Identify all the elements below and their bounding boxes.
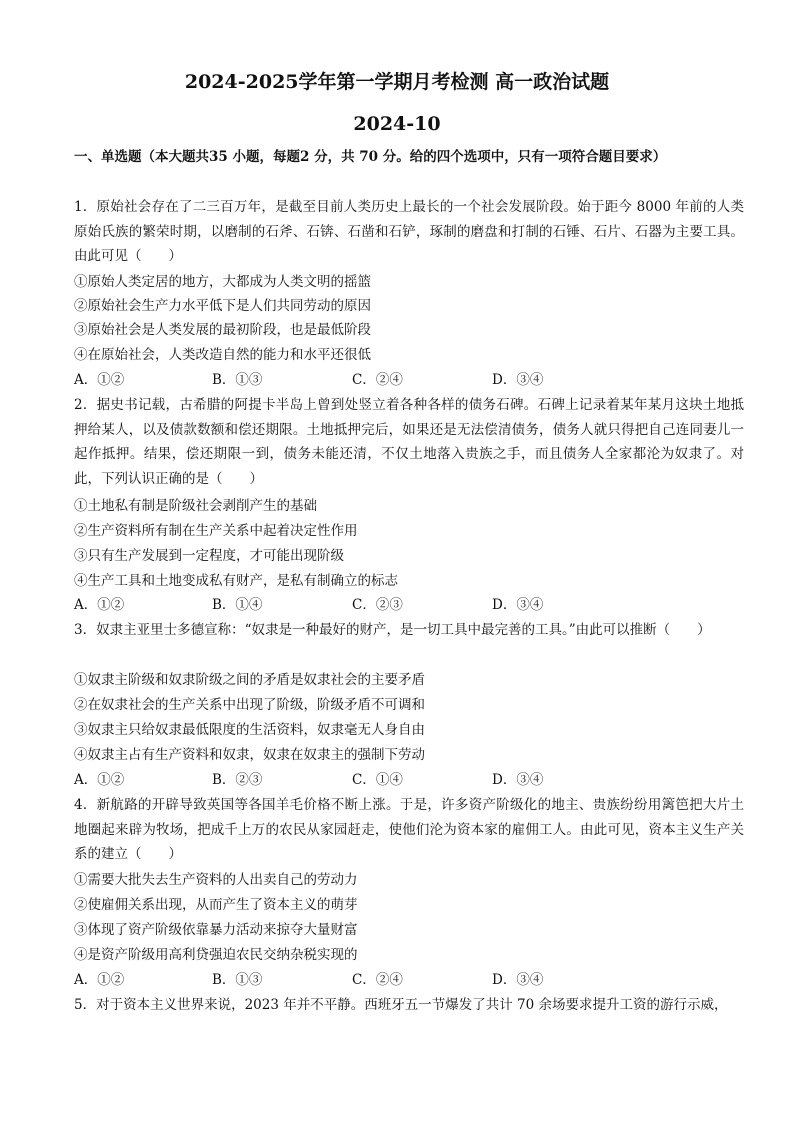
question-4-option-b: B．①③ (212, 972, 263, 988)
question-4-statement-4: ④是资产阶级用高利贷强迫农民交纳杂税实现的 (74, 947, 358, 963)
question-5-stem: 5．对于资本主义世界来说，2023 年并不平静。西班牙五一节爆发了共计 70 余场要求提升工资的游行示威， (74, 997, 728, 1013)
question-4-statement-3: ③体现了资产阶级依靠暴力活动来掠夺大量财富 (74, 922, 358, 938)
question-4-statement-2: ②使雇佣关系出现，从而产生了资本主义的萌芽 (74, 897, 358, 913)
question-2-statement-4: ④生产工具和土地变成私有财产，是私有制确立的标志 (74, 573, 398, 589)
question-4-option-d: D．③④ (492, 972, 544, 988)
question-1-option-d: D．③④ (492, 372, 544, 388)
question-1-option-c: C．②④ (352, 372, 403, 388)
question-2-stem: 2．据史书记载，古希腊的阿提卡半岛上曾到处竖立着各种各样的债务石碑。石碑上记录着某年某月这块土地抵押给某人，以及债款数额和偿还期限。土地抵押完后，如果还是无法偿清债务，债务人就只得把自己连同妻儿一起作抵押。结果，偿还期限一到，债务未能还清，不仅土地落入贵族之手，而且债务人全家都沦为奴隶了。对此，下列认识正确的是（ ） (74, 397, 744, 487)
question-4-option-a: A．①② (74, 972, 125, 988)
question-3-statement-4: ④奴隶主占有生产资料和奴隶，奴隶在奴隶主的强制下劳动 (74, 747, 425, 763)
question-3-stem: 3．奴隶主亚里士多德宣称：“奴隶是一种最好的财产，是一切工具中最完善的工具。”由此可以推断（ ） (74, 622, 711, 638)
question-1-option-b: B．①③ (212, 372, 263, 388)
question-3-option-b: B．②③ (212, 772, 263, 788)
question-1-stem: 1．原始社会存在了二三百万年，是截至目前人类历史上最长的一个社会发展阶段。始于距今 8000 年前的人类原始氏族的繁荣时期，以磨制的石斧、石锛、石凿和石铲，琢制的磨盘和打制的石锤、石片、石器为主要工具。由此可见（ ） (74, 199, 744, 264)
question-1-statement-4: ④在原始社会，人类改造自然的能力和水平还很低 (74, 347, 371, 363)
question-2-option-d: D．③④ (492, 597, 544, 613)
question-4-statement-1: ①需要大批失去生产资料的人出卖自己的劳动力 (74, 872, 358, 888)
question-2-option-b: B．①④ (212, 597, 263, 613)
question-2-option-c: C．②③ (352, 597, 403, 613)
question-2-statement-3: ③只有生产发展到一定程度，才可能出现阶级 (74, 548, 344, 564)
question-3-option-a: A．①② (74, 772, 125, 788)
section-heading: 一、单选题（本大题共35 小题，每题2 分，共 70 分。给的四个选项中，只有一项符合题目要求） (74, 149, 667, 165)
question-1-statement-3: ③原始社会是人类发展的最初阶段，也是最低阶段 (74, 322, 371, 338)
question-3-option-c: C．①④ (352, 772, 403, 788)
question-2-option-a: A．①② (74, 597, 125, 613)
question-1-statement-2: ②原始社会生产力水平低下是人们共同劳动的原因 (74, 298, 371, 314)
question-1-statement-1: ①原始人类定居的地方，大都成为人类文明的摇篮 (74, 274, 371, 290)
question-3-statement-2: ②在奴隶社会的生产关系中出现了阶级，阶级矛盾不可调和 (74, 697, 425, 713)
question-1-option-a: A．①② (74, 372, 125, 388)
question-4-stem: 4．新航路的开辟导致英国等各国羊毛价格不断上涨。于是，许多资产阶级化的地主、贵族纷纷用篱笆把大片土地圈起来辟为牧场，把成千上万的农民从家园赶走，使他们沦为资本家的雇佣工人。由此可见，资本主义生产关系的建立（ ） (74, 797, 744, 862)
question-3-statement-3: ③奴隶主只给奴隶最低限度的生活资料，奴隶毫无人身自由 (74, 722, 425, 738)
question-3-statement-1: ①奴隶主阶级和奴隶阶级之间的矛盾是奴隶社会的主要矛盾 (74, 672, 425, 688)
question-2-statement-2: ②生产资料所有制在生产关系中起着决定性作用 (74, 523, 358, 539)
question-2-statement-1: ①土地私有制是阶级社会剥削产生的基础 (74, 498, 317, 514)
page-subtitle: 2024-10 (353, 113, 441, 135)
page-title: 2024-2025学年第一学期月考检测 高一政治试题 (184, 71, 610, 93)
question-3-option-d: D．③④ (492, 772, 544, 788)
question-4-option-c: C．②④ (352, 972, 403, 988)
